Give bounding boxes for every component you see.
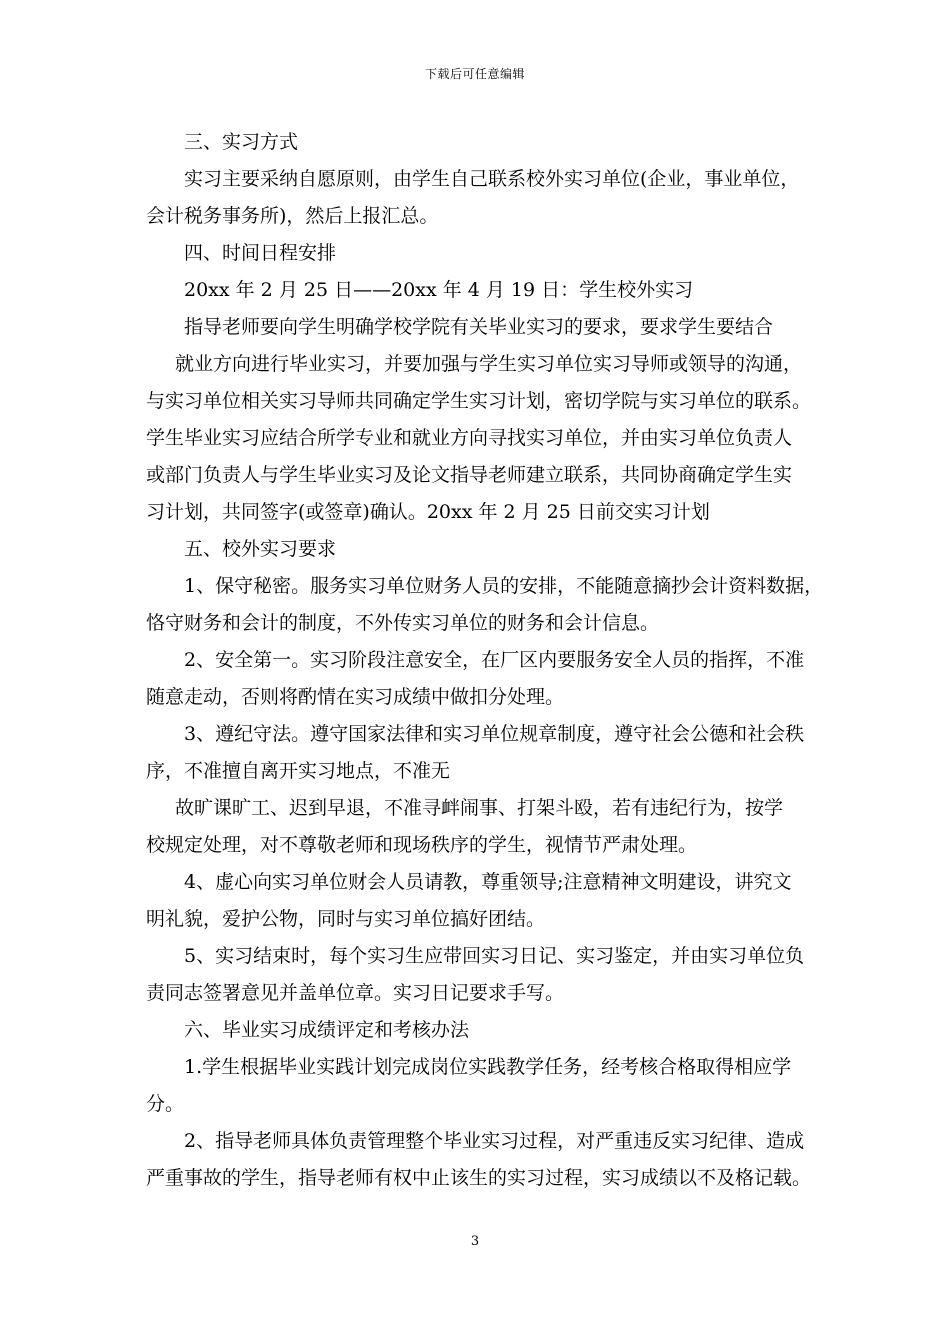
- text-line: 4、虚心向实习单位财会人员请教，尊重领导;注意精神文明建设，讲究文: [184, 871, 792, 893]
- text-line: 明礼貌，爱护公物，同时与实习单位搞好团结。: [146, 908, 546, 930]
- text-line: 随意走动，否则将酌情在实习成绩中做扣分处理。: [146, 686, 565, 708]
- text-line: 责同志签署意见并盖单位章。实习日记要求手写。: [146, 982, 565, 1004]
- text-line: 恪守财务和会计的制度，不外传实习单位的财务和会计信息。: [146, 612, 660, 634]
- text-line: 三、实习方式: [184, 131, 299, 153]
- text-line: 2、指导老师具体负责管理整个毕业实习过程，对严重违反实习纪律、造成: [184, 1130, 805, 1152]
- text-line: 1.学生根据毕业实践计划完成岗位实践教学任务，经考核合格取得相应学: [184, 1056, 792, 1078]
- text-line: 会计税务事务所)，然后上报汇总。: [146, 205, 439, 227]
- text-line: 20xx 年 2 月 25 日——20xx 年 4 月 19 日：学生校外实习: [184, 279, 694, 301]
- text-line: 校规定处理，对不尊敬老师和现场秩序的学生，视情节严肃处理。: [146, 834, 698, 856]
- text-line: 5、实习结束时，每个实习生应带回实习日记、实习鉴定，并由实习单位负: [184, 945, 805, 967]
- text-line: 分。: [146, 1093, 185, 1115]
- text-line: 实习主要采纳自愿原则，由学生自己联系校外实习单位(企业，事业单位，: [184, 168, 800, 190]
- text-line: 学生毕业实习应结合所学专业和就业方向寻找实习单位，并由实习单位负责人: [146, 427, 793, 449]
- text-line: 指导老师要向学生明确学校学院有关毕业实习的要求，要求学生要结合: [184, 316, 774, 338]
- text-line: 或部门负责人与学生毕业实习及论文指导老师建立联系，共同协商确定学生实: [146, 464, 793, 486]
- text-line: 3、遵纪守法。遵守国家法律和实习单位规章制度，遵守社会公德和社会秩: [184, 723, 805, 745]
- text-line: 2、安全第一。实习阶段注意安全，在厂区内要服务安全人员的指挥，不准: [184, 649, 805, 671]
- page-number: 3: [470, 1234, 480, 1249]
- document-body: [146, 124, 826, 1197]
- text-line: 与实习单位相关实习导师共同确定学生实习计划，密切学院与实习单位的联系。: [146, 390, 812, 412]
- text-line: 四、时间日程安排: [184, 242, 337, 264]
- text-line: 严重事故的学生，指导老师有权中止该生的实习过程，实习成绩以不及格记载。: [146, 1167, 812, 1189]
- text-line: 序，不准擅自离开实习地点，不准无: [146, 760, 451, 782]
- text-line: 就业方向进行毕业实习，并要加强与学生实习单位实习导师或领导的沟通，: [175, 353, 803, 375]
- text-line: 1、保守秘密。服务实习单位财务人员的安排，不能随意摘抄会计资料数据，: [184, 575, 824, 597]
- page-header: 下载后可任意编辑: [424, 67, 525, 81]
- text-line: 习计划，共同签字(或签章)确认。20xx 年 2 月 25 日前交实习计划: [146, 501, 710, 523]
- text-line: 六、毕业实习成绩评定和考核办法: [184, 1019, 470, 1041]
- text-line: 故旷课旷工、迟到早退，不准寻衅闹事、打架斗殴，若有违纪行为，按学: [175, 797, 784, 819]
- text-line: 五、校外实习要求: [184, 538, 337, 560]
